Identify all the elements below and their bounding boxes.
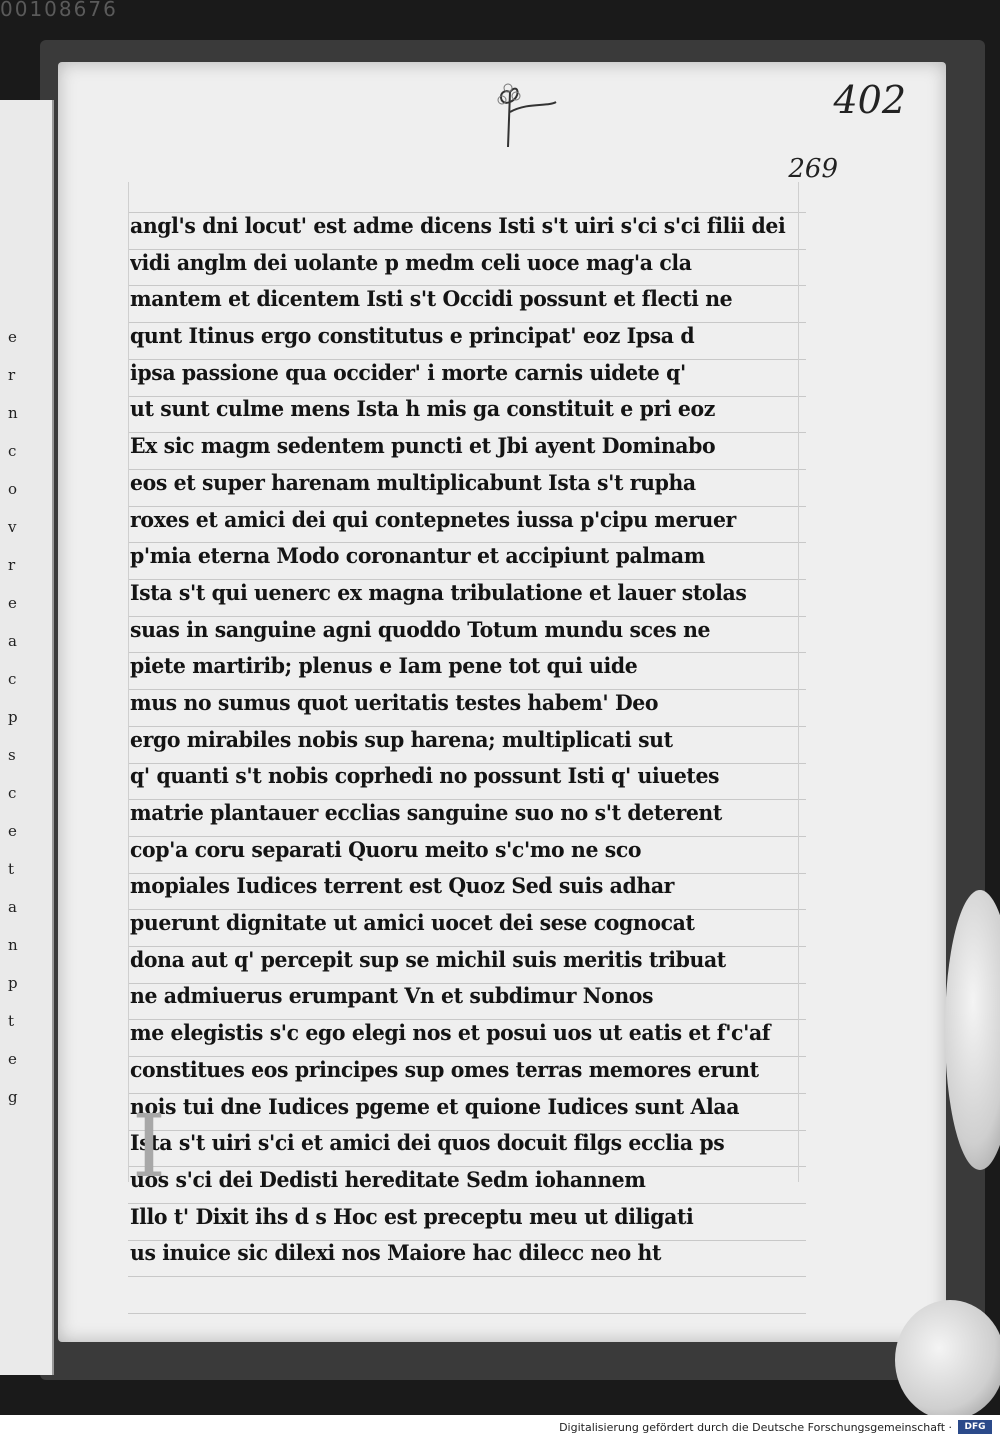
left-page-fragment: p [8, 974, 18, 992]
text-line: suas in sanguine agni quoddo Totum mundu sces ne [130, 616, 711, 642]
left-page-fragment: r [8, 366, 16, 384]
text-line: Ex sic magm sedentem puncti et Jbi ayent Dominabo [130, 433, 716, 459]
left-page-fragment: e [8, 1050, 17, 1068]
image-number: 00108676 [0, 0, 118, 21]
funding-notice: Digitalisierung gefördert durch die Deutsche Forschungsgemeinschaft · [559, 1421, 952, 1434]
decorated-initial-flourish [488, 82, 558, 152]
ruling-line [128, 1313, 806, 1314]
thumb-right-lower [895, 1300, 1000, 1420]
text-line: uos s'ci dei Dedisti hereditate Sedm iohannem [130, 1166, 646, 1192]
left-page-fragment: s [8, 746, 16, 764]
text-line: piete martirib; plenus e Iam pene tot qui uide [130, 653, 638, 679]
left-page-fragment: a [8, 898, 17, 916]
left-page-fragment: t [8, 860, 15, 878]
text-line: dona aut q' percepit sup se michil suis meritis tribuat [130, 946, 726, 972]
folio-number: 402 [833, 78, 906, 122]
left-page-fragment: c [8, 442, 17, 460]
rubricated-initial: I [132, 1097, 166, 1197]
text-line: ergo mirabiles nobis sup harena; multiplicati sut [130, 726, 673, 752]
text-line: constitues eos principes sup omes terras memores erunt [130, 1056, 759, 1082]
text-line: eos et super harenam multiplicabunt Ista s't rupha [130, 469, 696, 495]
left-page-fragment: c [8, 670, 17, 688]
old-folio-number: 269 [788, 154, 838, 184]
text-line: roxes et amici dei qui contepnetes iussa p'cipu meruer [130, 506, 736, 532]
left-page-fragment: t [8, 1012, 15, 1030]
text-line: qunt Itinus ergo constitutus e principat' eoz Ipsa d [130, 323, 695, 349]
dfg-logo: DFG [958, 1420, 992, 1434]
left-page-fragment: r [8, 556, 16, 574]
left-page-fragment: v [8, 518, 17, 536]
text-line: Ista s't qui uenerc ex magna tribulatione et lauer stolas [130, 579, 747, 605]
left-page-fragment: e [8, 594, 17, 612]
left-page-fragment: e [8, 822, 17, 840]
left-page-edge [0, 100, 54, 1375]
left-page-fragment: p [8, 708, 18, 726]
text-line: vidi anglm dei uolante p medm celi uoce mag'a cla [130, 249, 692, 275]
text-line: me elegistis s'c ego elegi nos et posui uos ut eatis et f'c'af [130, 1020, 771, 1046]
left-page-fragment: a [8, 632, 17, 650]
text-line: angl's dni locut' est adme dicens Isti s't uiri s'ci s'ci filii dei [130, 213, 786, 238]
text-line: mantem et dicentem Isti s't Occidi possunt et flecti ne [130, 286, 733, 312]
text-line: ne admiuerus erumpant Vn et subdimur Nonos [130, 983, 654, 1009]
left-page-fragment: o [8, 480, 18, 498]
left-page-fragment: c [8, 784, 17, 802]
left-page-fragment: g [8, 1088, 18, 1106]
text-line: nois tui dne Iudices pgeme et quione Iudices sunt Alaa [130, 1093, 740, 1119]
left-page-fragment: e [8, 328, 17, 346]
text-line: q' quanti s't nobis coprhedi no possunt Isti q' uiuetes [130, 763, 720, 789]
text-line: puerunt dignitate ut amici uocet dei sese cognocat [130, 910, 695, 936]
text-line: mopiales Iudices terrent est Quoz Sed suis adhar [130, 873, 675, 899]
manuscript-text [130, 208, 850, 1272]
left-margin-rule [128, 182, 129, 1182]
text-line: p'mia eterna Modo coronantur et accipiunt palmam [130, 543, 705, 569]
footer-bar [0, 1415, 1000, 1439]
text-line: cop'a coru separati Quoru meito s'c'mo ne sco [130, 836, 642, 862]
ruling-line [128, 1276, 806, 1277]
text-line: ipsa passione qua occider' i morte carnis uidete q' [130, 359, 686, 385]
left-page-fragment: n [8, 404, 18, 422]
manuscript-page [58, 62, 946, 1342]
text-line: Ista s't uiri s'ci et amici dei quos docuit filgs ecclia ps [130, 1130, 725, 1156]
text-line: mus no sumus quot ueritatis testes habem' Deo [130, 689, 659, 715]
text-line: ut sunt culme mens Ista h mis ga constituit e pri eoz [130, 396, 715, 422]
text-line: Illo t' Dixit ihs d s Hoc est preceptu meu ut diligati [130, 1203, 694, 1229]
left-page-fragment: n [8, 936, 18, 954]
text-line: us inuice sic dilexi nos Maiore hac dilecc neo ht [130, 1240, 662, 1266]
text-line: matrie plantauer ecclias sanguine suo no s't deterent [130, 800, 722, 825]
